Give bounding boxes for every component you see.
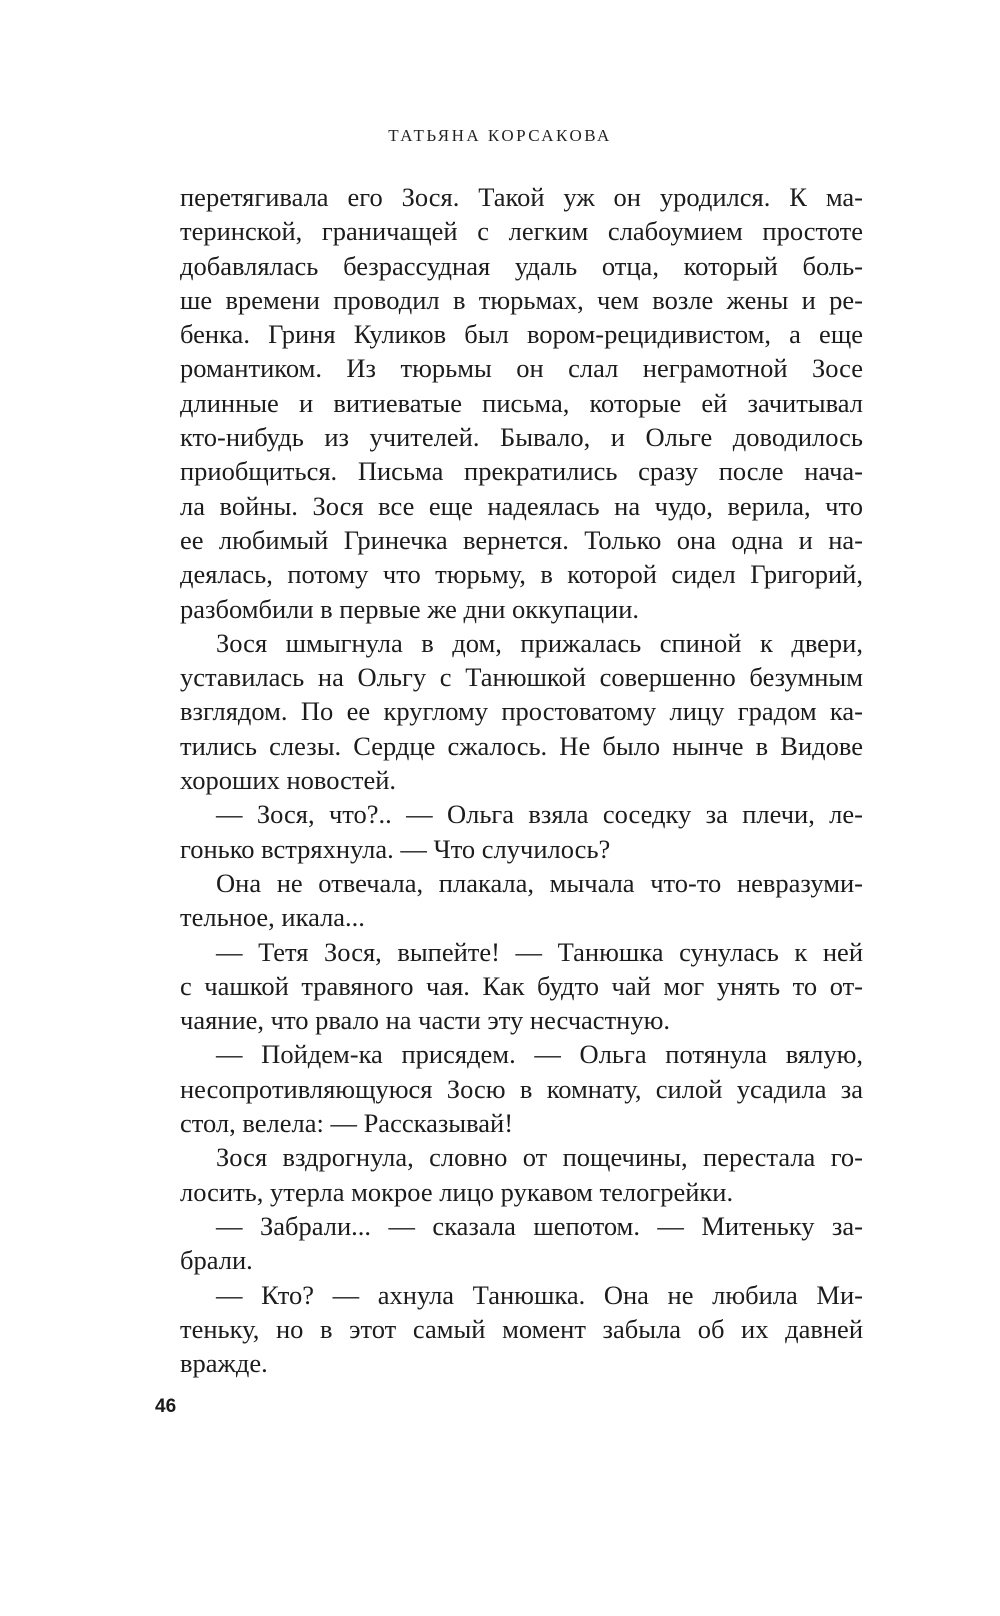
text-line: брали.	[180, 1245, 253, 1276]
text-line: лосить, утерла мокрое лицо рукавом телогрейки.	[180, 1176, 734, 1207]
text-line: гонько встряхнула. — Что случилось?	[180, 833, 611, 864]
page-number: 46	[155, 1396, 177, 1417]
text-line: — Тетя Зося, выпейте! — Танюшка сунулась к ней	[216, 936, 863, 967]
text-line: — Кто? — ахнула Танюшка. Она не любила Ми-	[216, 1279, 863, 1310]
text-line: разбомбили в первые же дни оккупации.	[180, 593, 640, 624]
text-line: Зося шмыгнула в дом, прижалась спиной к двери,	[216, 627, 863, 658]
text-line: вражде.	[180, 1348, 268, 1379]
text-line: ше времени проводил в тюрьмах, чем возле жены и ре-	[180, 284, 863, 315]
text-line: добавлялась безрассудная удаль отца, который боль-	[180, 250, 863, 281]
text-line: ее любимый Гринечка вернется. Только она одна и на-	[180, 524, 863, 555]
text-line: романтиком. Из тюрьмы он слал неграмотной Зосе	[180, 353, 863, 384]
text-line: бенка. Гриня Куликов был вором-рецидивистом, а еще	[180, 319, 863, 350]
text-line: теньку, но в этот самый момент забыла об их давней	[180, 1313, 863, 1344]
text-line: уставилась на Ольгу с Танюшкой совершенно безумным	[180, 662, 863, 693]
text-line: Она не отвечала, плакала, мычала что-то невразуми-	[216, 867, 863, 898]
text-line: длинные и витиеватые письма, которые ей зачитывал	[180, 387, 863, 418]
text-line: Зося вздрогнула, словно от пощечины, перестала го-	[216, 1142, 863, 1173]
text-line: кто-нибудь из учителей. Бывало, и Ольге доводилось	[180, 422, 863, 453]
text-line: стол, велела: — Рассказывай!	[180, 1108, 514, 1139]
running-head: ТАТЬЯНА КОРСАКОВА	[388, 126, 612, 145]
text-line: перетягивала его Зося. Такой уж он уродился. К ма-	[180, 182, 863, 212]
text-line: с чашкой травяного чая. Как будто чай мог унять то от-	[180, 970, 863, 1001]
text-line: хороших новостей.	[180, 765, 397, 796]
text-line: взглядом. По ее круглому простоватому лицу градом ка-	[180, 696, 863, 727]
text-line: — Пойдем-ка присядем. — Ольга потянула вялую,	[216, 1039, 863, 1070]
text-line: приобщиться. Письма прекратились сразу после нача-	[180, 456, 863, 487]
text-line: ла войны. Зося все еще надеялась на чудо, верила, что	[180, 490, 863, 521]
text-line: теринской, граничащей с легким слабоумием простоте	[180, 216, 863, 247]
text-line: тельное, икала...	[180, 902, 365, 933]
text-line: — Забрали... — сказала шепотом. — Митеньку за-	[216, 1210, 863, 1241]
text-line: тились слезы. Сердце сжалось. Не было нынче в Видове	[180, 730, 863, 761]
text-line: чаяние, что рвало на части эту несчастную.	[180, 1005, 671, 1036]
text-line: — Зося, что?.. — Ольга взяла соседку за плечи, ле-	[216, 799, 863, 830]
body-text	[180, 180, 863, 1380]
text-line: несопротивляющуюся Зосю в комнату, силой усадила за	[180, 1073, 863, 1104]
text-line: деялась, потому что тюрьму, в которой сидел Григорий,	[180, 559, 863, 590]
